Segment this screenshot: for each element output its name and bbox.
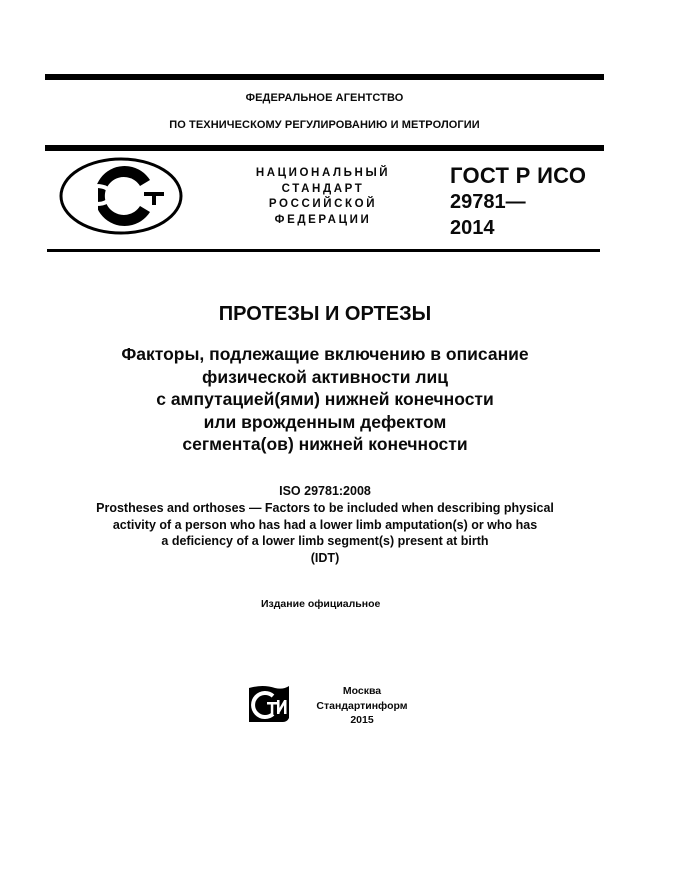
national-line: СТАНДАРТ — [281, 182, 365, 195]
subtitle-line: Факторы, подлежащие включению в описание — [121, 344, 529, 364]
gost-r-logo-icon — [58, 156, 184, 236]
national-standard-label — [238, 166, 408, 228]
bottom-divider — [47, 249, 600, 252]
designation-line-3: 2014 — [450, 217, 495, 239]
publication-year: 2015 — [350, 714, 374, 726]
subtitle-line: сегмента(ов) нижней конечности — [182, 434, 468, 454]
subtitle-line: с ампутацией(ями) нижней конечности — [156, 389, 494, 409]
designation-line-1: ГОСТ Р ИСО — [450, 163, 587, 188]
middle-divider — [45, 145, 604, 151]
publisher-city: Москва — [342, 685, 382, 697]
document-subtitle — [0, 343, 650, 456]
equivalence-label: (IDT) — [310, 551, 340, 566]
agency-line-1: ФЕДЕРАЛЬНОЕ АГЕНТСТВО — [245, 92, 404, 104]
subtitle-line: или врожденным дефектом — [203, 411, 447, 432]
standartinform-logo-icon — [247, 682, 291, 726]
publisher-info — [312, 684, 412, 728]
designation-line-2: 29781— — [450, 191, 526, 213]
national-line: РОССИЙСКОЙ — [268, 198, 378, 210]
international-reference — [0, 483, 650, 567]
english-title-line: activity of a person who has had a lower limb amputation(s) or who has — [112, 517, 538, 532]
top-divider — [45, 74, 604, 80]
national-line: ФЕДЕРАЦИИ — [274, 213, 372, 226]
english-title-line: Prostheses and orthoses — Factors to be included when describing physical — [96, 500, 554, 515]
english-title-line: a deficiency of a lower limb segment(s) present at birth — [161, 534, 489, 549]
agency-line-2: ПО ТЕХНИЧЕСКОМУ РЕГУЛИРОВАНИЮ И МЕТРОЛОГИИ — [169, 119, 480, 131]
publisher-name: Стандартинформ — [316, 699, 408, 712]
standard-designation — [450, 163, 586, 241]
edition-label: Издание официальное — [261, 598, 381, 610]
document-title: ПРОТЕЗЫ И ОРТЕЗЫ — [218, 303, 432, 325]
national-line: НАЦИОНАЛЬНЫЙ — [255, 167, 391, 179]
subtitle-line: физической активности лиц — [202, 366, 448, 387]
iso-number: ISO 29781:2008 — [279, 484, 371, 498]
